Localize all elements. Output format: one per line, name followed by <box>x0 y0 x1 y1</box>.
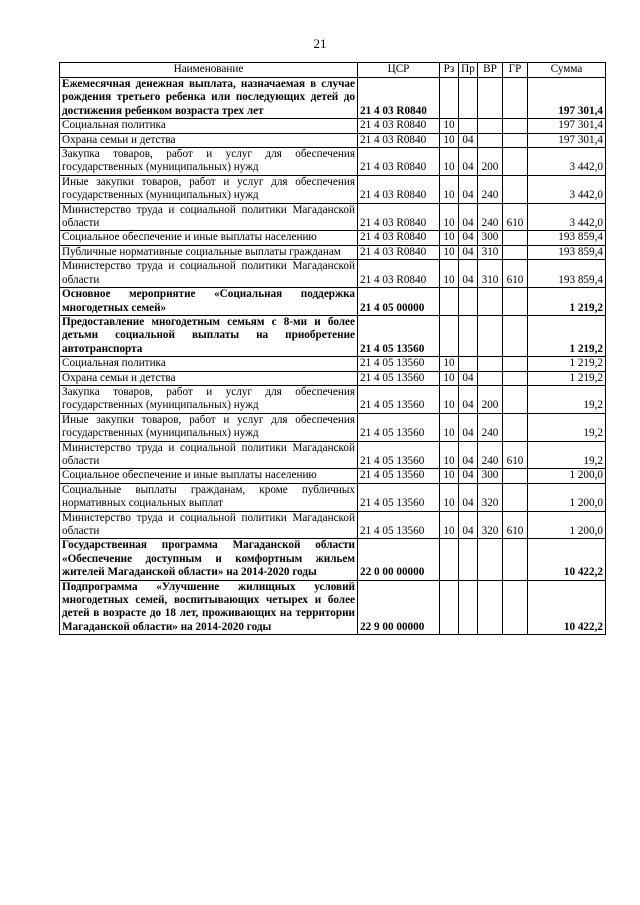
row-gr <box>503 133 528 147</box>
row-vr <box>478 119 503 133</box>
row-gr: 610 <box>503 441 528 469</box>
row-vr <box>478 580 503 635</box>
row-pr: 04 <box>459 133 478 147</box>
row-sum: 1 219,2 <box>528 357 606 371</box>
row-gr <box>503 175 528 203</box>
row-name: Министерство труда и социальной политики Магаданской области <box>60 203 358 231</box>
row-name: Министерство труда и социальной политики Магаданской области <box>60 260 358 288</box>
row-vr: 240 <box>478 413 503 441</box>
row-name: Социальное обеспечение и иные выплаты населению <box>60 469 358 483</box>
budget-table <box>59 62 606 635</box>
row-pr: 04 <box>459 511 478 539</box>
table-row <box>60 371 606 385</box>
row-gr <box>503 483 528 511</box>
row-sum: 1 219,2 <box>528 288 606 316</box>
table-row <box>60 357 606 371</box>
row-name: Основное мероприятие «Социальная поддержка многодетных семей» <box>60 288 358 316</box>
row-vr <box>478 371 503 385</box>
row-csr: 21 4 05 13560 <box>358 441 440 469</box>
row-pr: 04 <box>459 260 478 288</box>
row-name: Иные закупки товаров, работ и услуг для обеспечения государственных (муниципальных) нужд <box>60 413 358 441</box>
page-number: 21 <box>313 36 327 51</box>
row-gr <box>503 385 528 413</box>
row-rz: 10 <box>440 469 459 483</box>
row-csr: 22 0 00 00000 <box>358 539 440 580</box>
row-pr <box>459 580 478 635</box>
row-csr: 21 4 05 00000 <box>358 288 440 316</box>
row-sum: 197 301,4 <box>528 78 606 119</box>
row-name: Социальная политика <box>60 357 358 371</box>
row-gr <box>503 413 528 441</box>
row-rz: 10 <box>440 148 459 176</box>
row-vr <box>478 539 503 580</box>
row-rz: 10 <box>440 371 459 385</box>
row-vr: 310 <box>478 245 503 259</box>
row-csr: 21 4 03 R0840 <box>358 78 440 119</box>
row-pr <box>459 315 478 356</box>
row-name: Подпрограмма «Улучшение жилищных условий многодетных семей, воспитывающих четырех и более детей в возрасте до 18 лет, проживающих на территории Магаданской области» на 2014-2020 годы <box>60 580 358 635</box>
row-gr: 610 <box>503 260 528 288</box>
row-rz: 10 <box>440 413 459 441</box>
row-vr <box>478 78 503 119</box>
row-sum: 197 301,4 <box>528 133 606 147</box>
row-pr: 04 <box>459 441 478 469</box>
row-csr: 21 4 05 13560 <box>358 413 440 441</box>
row-vr <box>478 357 503 371</box>
row-gr: 610 <box>503 203 528 231</box>
row-pr <box>459 539 478 580</box>
row-csr: 21 4 03 R0840 <box>358 119 440 133</box>
row-rz: 10 <box>440 441 459 469</box>
table-row <box>60 539 606 580</box>
row-rz: 10 <box>440 231 459 245</box>
row-csr: 21 4 03 R0840 <box>358 245 440 259</box>
row-gr <box>503 288 528 316</box>
header-name: Наименование <box>60 63 358 78</box>
row-rz: 10 <box>440 385 459 413</box>
row-sum: 193 859,4 <box>528 245 606 259</box>
table-row <box>60 148 606 176</box>
row-gr <box>503 357 528 371</box>
row-csr: 21 4 03 R0840 <box>358 260 440 288</box>
row-gr <box>503 469 528 483</box>
row-rz: 10 <box>440 119 459 133</box>
row-csr: 21 4 03 R0840 <box>358 148 440 176</box>
row-gr <box>503 245 528 259</box>
row-csr: 22 9 00 00000 <box>358 580 440 635</box>
row-vr: 240 <box>478 441 503 469</box>
row-gr <box>503 371 528 385</box>
row-rz: 10 <box>440 245 459 259</box>
row-vr: 320 <box>478 483 503 511</box>
row-name: Охрана семьи и детства <box>60 133 358 147</box>
row-name: Охрана семьи и детства <box>60 371 358 385</box>
table-row <box>60 245 606 259</box>
row-vr <box>478 133 503 147</box>
row-vr: 200 <box>478 385 503 413</box>
row-gr <box>503 231 528 245</box>
table-row <box>60 203 606 231</box>
table-row <box>60 133 606 147</box>
row-vr: 300 <box>478 231 503 245</box>
row-rz: 10 <box>440 260 459 288</box>
row-sum: 1 219,2 <box>528 371 606 385</box>
row-rz: 10 <box>440 175 459 203</box>
table-row <box>60 231 606 245</box>
row-pr <box>459 288 478 316</box>
row-name: Социальная политика <box>60 119 358 133</box>
row-sum: 1 219,2 <box>528 315 606 356</box>
row-csr: 21 4 05 13560 <box>358 511 440 539</box>
header-vr: ВР <box>478 63 503 78</box>
row-name: Социальные выплаты гражданам, кроме публичных нормативных социальных выплат <box>60 483 358 511</box>
row-pr <box>459 357 478 371</box>
row-name: Закупка товаров, работ и услуг для обеспечения государственных (муниципальных) нужд <box>60 385 358 413</box>
header-gr: ГР <box>503 63 528 78</box>
row-rz <box>440 315 459 356</box>
row-rz: 10 <box>440 483 459 511</box>
row-gr <box>503 78 528 119</box>
row-sum: 197 301,4 <box>528 119 606 133</box>
row-name: Государственная программа Магаданской области «Обеспечение доступным и комфортным жильем жителей Магаданской области» на 2014-2020 годы <box>60 539 358 580</box>
table-row <box>60 260 606 288</box>
row-csr: 21 4 05 13560 <box>358 315 440 356</box>
row-vr: 200 <box>478 148 503 176</box>
row-pr <box>459 119 478 133</box>
row-gr: 610 <box>503 511 528 539</box>
row-sum: 1 200,0 <box>528 483 606 511</box>
row-sum: 3 442,0 <box>528 148 606 176</box>
row-rz: 10 <box>440 511 459 539</box>
row-csr: 21 4 05 13560 <box>358 357 440 371</box>
row-gr <box>503 119 528 133</box>
row-name: Министерство труда и социальной политики Магаданской области <box>60 441 358 469</box>
row-csr: 21 4 05 13560 <box>358 483 440 511</box>
row-vr: 240 <box>478 175 503 203</box>
row-name: Социальное обеспечение и иные выплаты населению <box>60 231 358 245</box>
row-gr <box>503 148 528 176</box>
table-row <box>60 413 606 441</box>
table-body <box>60 78 606 635</box>
table-row <box>60 580 606 635</box>
table-row <box>60 119 606 133</box>
header-sum: Сумма <box>528 63 606 78</box>
table-header-row <box>60 63 606 78</box>
table-row <box>60 441 606 469</box>
row-name: Иные закупки товаров, работ и услуг для обеспечения государственных (муниципальных) нужд <box>60 175 358 203</box>
row-pr: 04 <box>459 385 478 413</box>
row-sum: 19,2 <box>528 385 606 413</box>
row-rz <box>440 539 459 580</box>
row-sum: 10 422,2 <box>528 580 606 635</box>
row-csr: 21 4 05 13560 <box>358 371 440 385</box>
row-rz <box>440 288 459 316</box>
row-name: Закупка товаров, работ и услуг для обеспечения государственных (муниципальных) нужд <box>60 148 358 176</box>
row-vr <box>478 315 503 356</box>
row-rz: 10 <box>440 203 459 231</box>
row-rz: 10 <box>440 357 459 371</box>
row-vr: 300 <box>478 469 503 483</box>
row-pr: 04 <box>459 203 478 231</box>
row-pr: 04 <box>459 483 478 511</box>
table-row <box>60 315 606 356</box>
row-rz: 10 <box>440 133 459 147</box>
row-vr: 310 <box>478 260 503 288</box>
row-gr <box>503 580 528 635</box>
row-name: Предоставление многодетным семьям с 8-ми и более детьми социальной выплаты на приобретение автотранспорта <box>60 315 358 356</box>
header-pr: Пр <box>459 63 478 78</box>
header-rz: Рз <box>440 63 459 78</box>
row-vr: 320 <box>478 511 503 539</box>
row-pr: 04 <box>459 175 478 203</box>
header-csr: ЦСР <box>358 63 440 78</box>
row-gr <box>503 315 528 356</box>
row-sum: 10 422,2 <box>528 539 606 580</box>
row-sum: 193 859,4 <box>528 260 606 288</box>
row-name: Публичные нормативные социальные выплаты гражданам <box>60 245 358 259</box>
row-pr: 04 <box>459 231 478 245</box>
row-sum: 19,2 <box>528 441 606 469</box>
row-csr: 21 4 03 R0840 <box>358 175 440 203</box>
row-csr: 21 4 05 13560 <box>358 385 440 413</box>
row-gr <box>503 539 528 580</box>
row-csr: 21 4 03 R0840 <box>358 203 440 231</box>
row-sum: 193 859,4 <box>528 231 606 245</box>
table-row <box>60 385 606 413</box>
table-row <box>60 175 606 203</box>
row-name: Министерство труда и социальной политики Магаданской области <box>60 511 358 539</box>
table-row <box>60 469 606 483</box>
row-rz <box>440 580 459 635</box>
row-pr: 04 <box>459 413 478 441</box>
row-pr <box>459 78 478 119</box>
row-pr: 04 <box>459 245 478 259</box>
row-pr: 04 <box>459 469 478 483</box>
row-pr: 04 <box>459 371 478 385</box>
row-csr: 21 4 05 13560 <box>358 469 440 483</box>
row-rz <box>440 78 459 119</box>
row-vr <box>478 288 503 316</box>
row-csr: 21 4 03 R0840 <box>358 231 440 245</box>
table-row <box>60 288 606 316</box>
row-sum: 1 200,0 <box>528 469 606 483</box>
table-row <box>60 483 606 511</box>
row-sum: 1 200,0 <box>528 511 606 539</box>
row-vr: 240 <box>478 203 503 231</box>
row-csr: 21 4 03 R0840 <box>358 133 440 147</box>
row-pr: 04 <box>459 148 478 176</box>
row-name: Ежемесячная денежная выплата, назначаемая в случае рождения третьего ребенка или последующих детей до достижения ребенком возраста трех лет <box>60 78 358 119</box>
table-row <box>60 511 606 539</box>
table-row <box>60 78 606 119</box>
row-sum: 3 442,0 <box>528 203 606 231</box>
row-sum: 3 442,0 <box>528 175 606 203</box>
row-sum: 19,2 <box>528 413 606 441</box>
